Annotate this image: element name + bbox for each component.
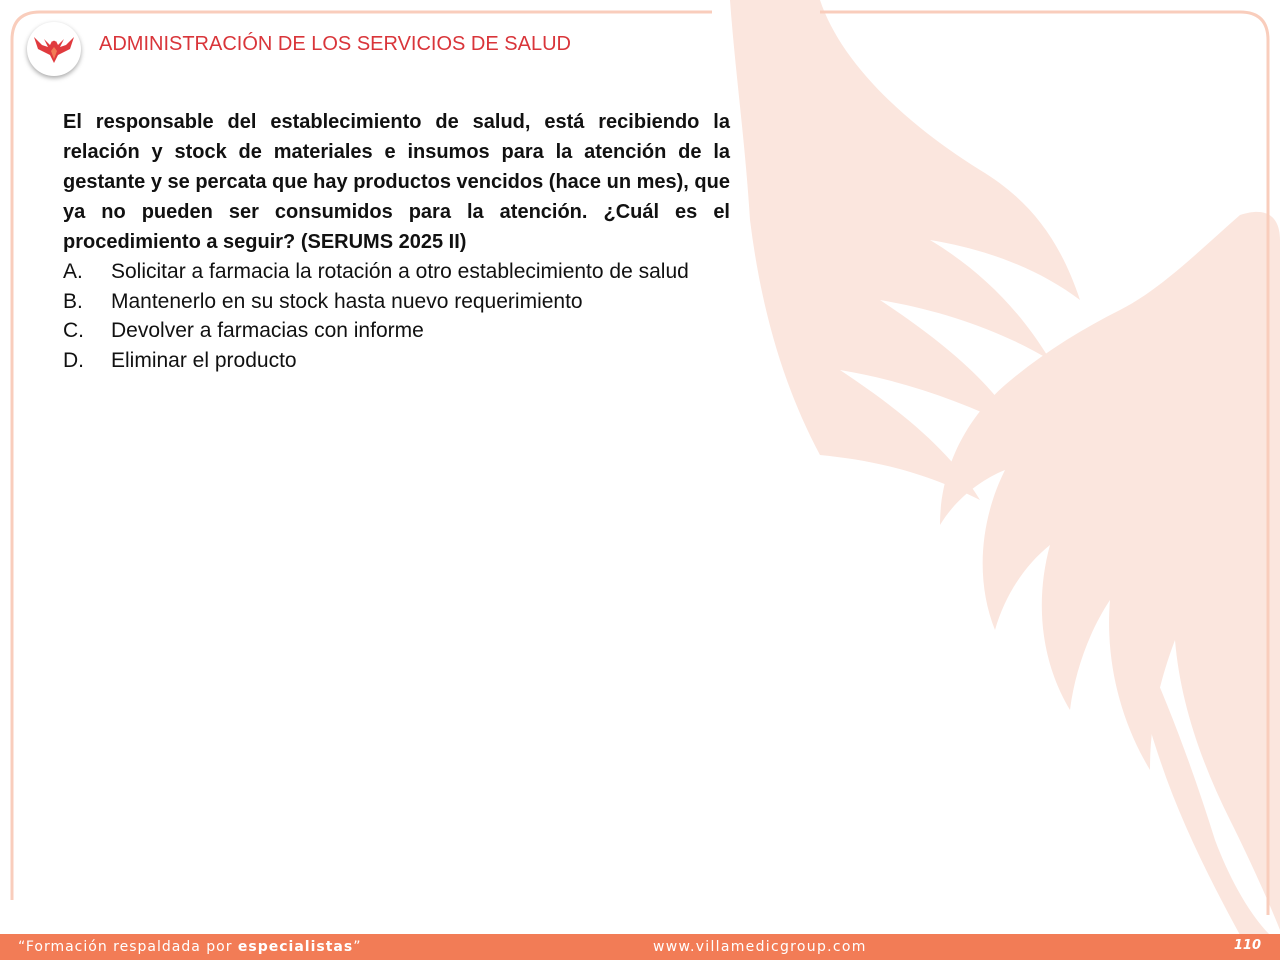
- phoenix-logo-icon: [32, 29, 76, 69]
- website-link[interactable]: www.villamedicgroup.com: [653, 939, 867, 955]
- tagline-suffix: ”: [353, 939, 362, 955]
- option-a[interactable]: [63, 257, 730, 287]
- option-letter: D.: [63, 348, 84, 372]
- option-letter: A.: [63, 260, 83, 283]
- brand-logo: [27, 22, 81, 76]
- option-text: Eliminar el producto: [111, 348, 297, 372]
- answer-options: [63, 257, 730, 375]
- option-text: Solicitar a farmacia la rotación a otro establecimiento de salud: [111, 260, 689, 283]
- page-number: 110: [1233, 938, 1261, 953]
- tagline-bold: especialistas: [237, 939, 354, 955]
- option-b[interactable]: [63, 287, 730, 317]
- option-letter: C.: [63, 319, 84, 342]
- page-title: ADMINISTRACIÓN DE LOS SERVICIOS DE SALUD: [99, 33, 571, 55]
- tagline-prefix: “Formación respaldada por: [18, 939, 238, 955]
- option-letter: B.: [63, 289, 83, 313]
- option-d[interactable]: [63, 346, 730, 376]
- question-block: [63, 107, 730, 375]
- footer-tagline: [18, 939, 361, 955]
- question-text: El responsable del establecimiento de salud, está recibiendo la relación y stock de materiales e insumos para la atención de la gestante y se percata que hay productos vencidos (hace un mes), que ya no pueden ser consumidos para la atención. ¿Cuál es el procedimiento a seguir? (SERUMS 2025 II): [63, 111, 730, 253]
- footer-bar: [0, 934, 1280, 960]
- option-text: Devolver a farmacias con informe: [111, 319, 424, 342]
- option-text: Mantenerlo en su stock hasta nuevo requerimiento: [111, 289, 583, 313]
- option-c[interactable]: [63, 316, 730, 346]
